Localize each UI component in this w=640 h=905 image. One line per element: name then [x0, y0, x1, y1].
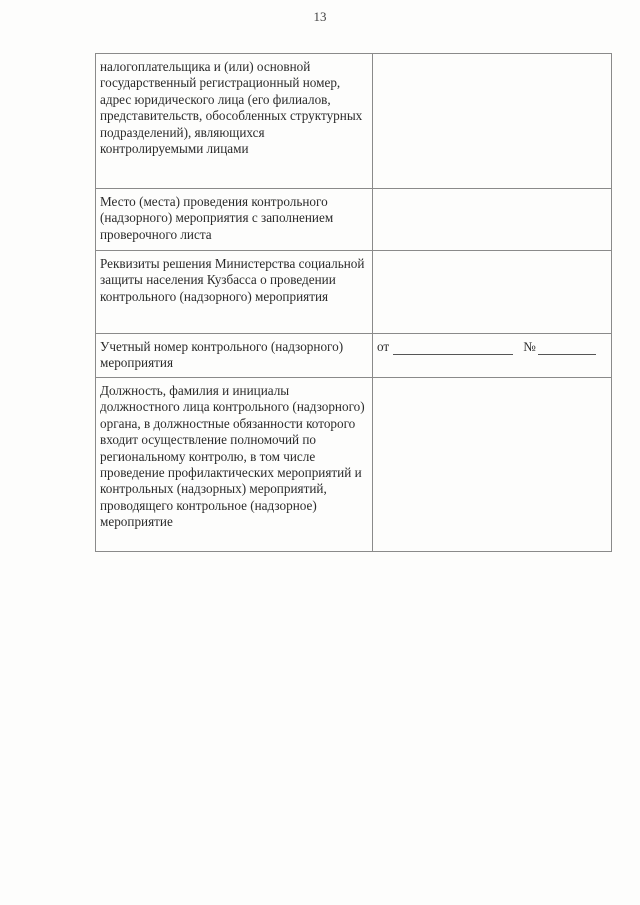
- row-label-decision-details: Реквизиты решения Министерства социальной защиты населения Кузбасса о проведении контрольного (надзорного) мероприятия: [96, 251, 373, 334]
- row-label-official-info: Должность, фамилия и инициалы должностного лица контрольного (надзорного) органа, в должностные обязанности которого входит осуществление полномочий по региональному контролю, в том числе проведение профилактических мероприятий и контрольных (надзорных) мероприятий, проводящего контрольное (надзорное) мероприятие: [96, 378, 373, 552]
- page-number: 13: [313, 9, 327, 24]
- inspection-details-table: [95, 53, 612, 552]
- table-row: [96, 251, 612, 334]
- row-value-registration-number: [373, 334, 612, 378]
- row-value-official-info: [373, 378, 612, 552]
- table-row: [96, 334, 612, 378]
- row-value-inspection-place: [373, 189, 612, 251]
- row-value-taxpayer-info: [373, 54, 612, 189]
- table-row: [96, 378, 612, 552]
- date-blank-line: [393, 341, 513, 355]
- number-blank-line: [538, 341, 596, 355]
- table-row: [96, 54, 612, 189]
- table-row: [96, 189, 612, 251]
- row-label-registration-number: Учетный номер контрольного (надзорного) мероприятия: [96, 334, 373, 378]
- registration-number-line: [377, 339, 607, 355]
- row-label-inspection-place: Место (места) проведения контрольного (надзорного) мероприятия с заполнением проверочного листа: [96, 189, 373, 251]
- number-sign: №: [523, 339, 536, 354]
- row-value-decision-details: [373, 251, 612, 334]
- from-label: от: [377, 339, 390, 354]
- row-label-taxpayer-info: налогоплательщика и (или) основной государственный регистрационный номер, адрес юридического лица (его филиалов, представительств, обособленных структурных подразделений), являющихся контролируемыми лицами: [96, 54, 373, 189]
